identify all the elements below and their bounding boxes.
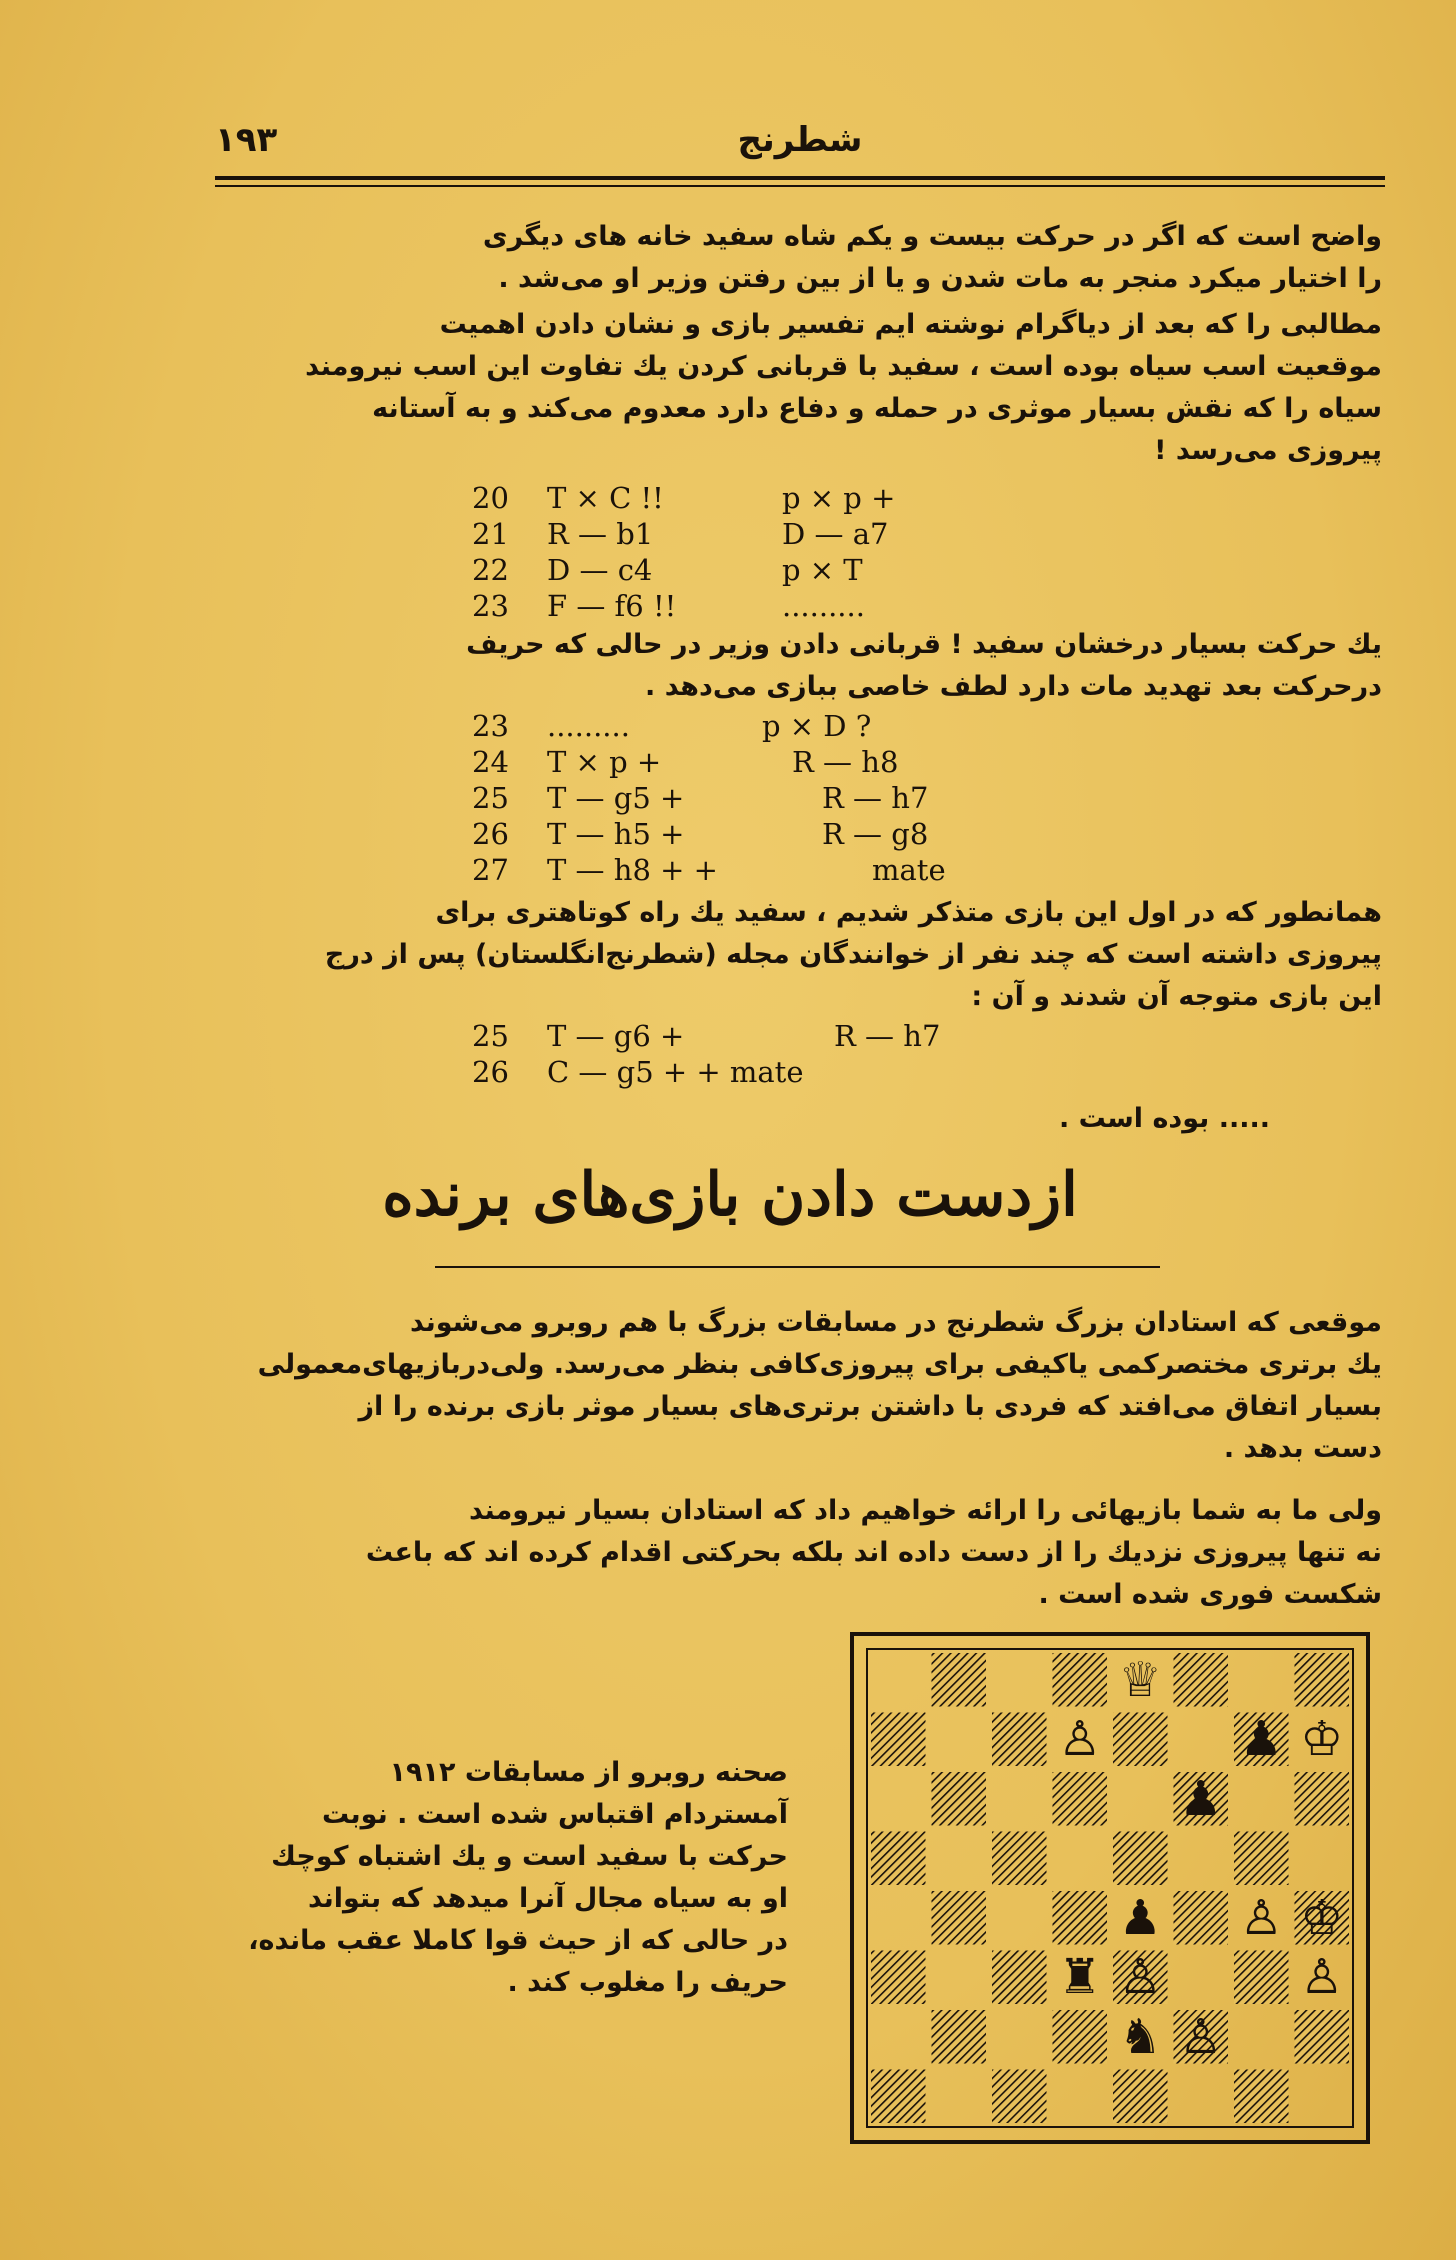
move-row: 25 T — g5 + R — h7 (472, 781, 929, 815)
text-line: حرکت با سفید است و یك اشتباه کوچك (271, 1841, 788, 1872)
move-row: 23 F — f6 !! ......... (472, 589, 865, 623)
move-row: 23 ......... p × D ? (472, 709, 872, 743)
black-rook-icon: ♜ (1058, 1949, 1102, 2006)
move-row: 21 R — b1 D — a7 (472, 517, 889, 551)
text-line: آمستردام اقتباس شده است . نوبت (321, 1799, 788, 1830)
paragraph-4 (212, 892, 1382, 1018)
header-rule-thin (215, 185, 1385, 187)
text-line: این بازی متوجه آن شدند و آن : (971, 981, 1382, 1012)
dark-square (1053, 1891, 1108, 1945)
paragraph-1 (212, 216, 1382, 300)
dark-square (1234, 2070, 1289, 2124)
dark-square (1113, 1832, 1168, 1886)
dark-square (992, 1951, 1047, 2005)
text-line: ..... بوده است . (1059, 1103, 1270, 1134)
white-pawn-icon: ♙ (1239, 1889, 1283, 1946)
text-line: نه تنها پیروزی نزدیك را از دست داده اند بلکه بحرکتی اقدام کرده اند که باعث (365, 1537, 1382, 1568)
dark-square (1174, 1891, 1229, 1945)
text-line: واضح است که اگر در حرکت بیست و یکم شاه سفید خانه های دیگری (482, 221, 1382, 252)
move-row: 25 T — g6 + R — h7 (472, 1019, 941, 1053)
move-row: 24 T × p + R — h8 (472, 745, 899, 779)
dark-square (932, 1891, 987, 1945)
text-line: یك برتری مختصرکمی یاکیفی برای پیروزی‌کافی بنظر می‌رسد. ولی‌دربازیهای‌معمولی (257, 1349, 1382, 1380)
text-line: دست بدهد . (1223, 1433, 1382, 1464)
black-pawn-icon: ♟ (1179, 1770, 1223, 1827)
page-header (215, 112, 1385, 172)
paragraph-5 (212, 1098, 1270, 1140)
move-row: 20 T × C !! p × p + (472, 481, 896, 515)
text-line: سیاه را که نقش بسیار موثری در حمله و دفاع دارد معدوم می‌کند و به آستانه (372, 393, 1382, 424)
dark-square (871, 1951, 926, 2005)
chess-diagram (850, 1632, 1370, 2144)
text-line: شکست فوری شده است . (1038, 1579, 1382, 1610)
text-line: پیروزی می‌رسد ! (1154, 435, 1382, 466)
dark-square (932, 1653, 987, 1707)
text-line: پیروزی داشته است که چند نفر از خوانندگان مجله (شطرنج‌انگلستان) پس از درج (324, 939, 1382, 970)
header-rule (215, 176, 1385, 180)
white-pawn-icon: ♙ (1300, 1949, 1344, 2006)
text-line: در حالی که از حیث قوا کاملا عقب مانده، (248, 1925, 788, 1956)
dark-square (871, 1713, 926, 1767)
title-rule (435, 1266, 1160, 1268)
dark-square (871, 2070, 926, 2124)
dark-square (1295, 1772, 1350, 1826)
text-line: درحرکت بعد تهدید مات دارد لطف خاصی ببازی می‌دهد . (645, 671, 1382, 702)
paragraph-2 (212, 304, 1382, 472)
dark-square (932, 1772, 987, 1826)
moves-list-2 (472, 708, 992, 888)
text-line: او به سیاه مجال آنرا میدهد که بتواند (308, 1883, 788, 1914)
paragraph-7 (212, 1490, 1382, 1616)
text-line: ولی ما به شما بازیهائی را ارائه خواهیم داد که استادان بسیار نیرومند (468, 1495, 1382, 1526)
moves-list-1 (472, 480, 992, 624)
page-number: ۱۹۳ (215, 120, 278, 160)
dark-square (1113, 1713, 1168, 1767)
move-row: 22 D — c4 p × T (472, 553, 863, 587)
text-line: مطالبی را که بعد از دیاگرام نوشته ایم تفسیر بازی و نشان دادن اهمیت (439, 309, 1382, 340)
white-queen-icon: ♕ (1118, 1651, 1162, 1708)
dark-square (992, 1832, 1047, 1886)
text-line: همانطور که در اول این بازی متذکر شدیم ، سفید یك راه کوتاهتری برای (435, 897, 1382, 928)
dark-square (1295, 2010, 1350, 2064)
dark-square (932, 2010, 987, 2064)
text-line: را اختیار میکرد منجر به مات شدن و یا از بین رفتن وزیر او می‌شد . (498, 263, 1382, 294)
move-row: 27 T — h8 + + mate (472, 853, 946, 887)
text-line: موقعی که استادان بزرگ شطرنج در مسابقات بزرگ با هم روبرو می‌شوند (410, 1307, 1382, 1338)
dark-square (1053, 2010, 1108, 2064)
move-row: 26 C — g5 + + mate (472, 1055, 804, 1089)
white-pawn-icon: ♙ (1118, 1949, 1162, 2006)
dark-square (1113, 2070, 1168, 2124)
diagram-caption (196, 1752, 788, 2004)
text-line: حریف را مغلوب کند . (507, 1967, 788, 1998)
dark-square (992, 2070, 1047, 2124)
white-pawn-icon: ♙ (1179, 2008, 1223, 2065)
text-line: بسیار اتفاق می‌افتد که فردی با داشتن برتری‌های بسیار موثر بازی برنده را از (358, 1391, 1382, 1422)
text-line: صحنه روبرو از مسابقات ۱۹۱۲ (389, 1757, 788, 1788)
chess-board (866, 1648, 1354, 2128)
moves-list-3 (472, 1018, 992, 1090)
black-pawn-icon: ♟ (1239, 1711, 1283, 1768)
black-knight-icon: ♞ (1118, 2008, 1162, 2065)
dark-square (1174, 1653, 1229, 1707)
white-pawn-icon: ♙ (1058, 1711, 1102, 1768)
move-row: 26 T — h5 + R — g8 (472, 817, 929, 851)
text-line: موقعیت اسب سیاه بوده است ، سفید با قربانی کردن یك تفاوت این اسب نیرومند (305, 351, 1382, 382)
black-pawn-icon: ♟ (1118, 1889, 1162, 1946)
dark-square (1295, 1653, 1350, 1707)
dark-square (992, 1713, 1047, 1767)
white-king-icon: ♔ (1300, 1889, 1344, 1946)
paragraph-6 (212, 1302, 1382, 1470)
dark-square (1234, 1951, 1289, 2005)
dark-square (1053, 1653, 1108, 1707)
paragraph-3 (212, 624, 1382, 708)
dark-square (1234, 1832, 1289, 1886)
dark-square (1053, 1772, 1108, 1826)
dark-square (871, 1832, 926, 1886)
section-title: ازدست دادن بازی‌های برنده (382, 1160, 1078, 1230)
text-line: یك حرکت بسیار درخشان سفید ! قربانی دادن وزیر در حالی که حریف (466, 629, 1382, 660)
white-king-icon: ♔ (1300, 1711, 1344, 1768)
running-title: شطرنج (737, 120, 863, 160)
